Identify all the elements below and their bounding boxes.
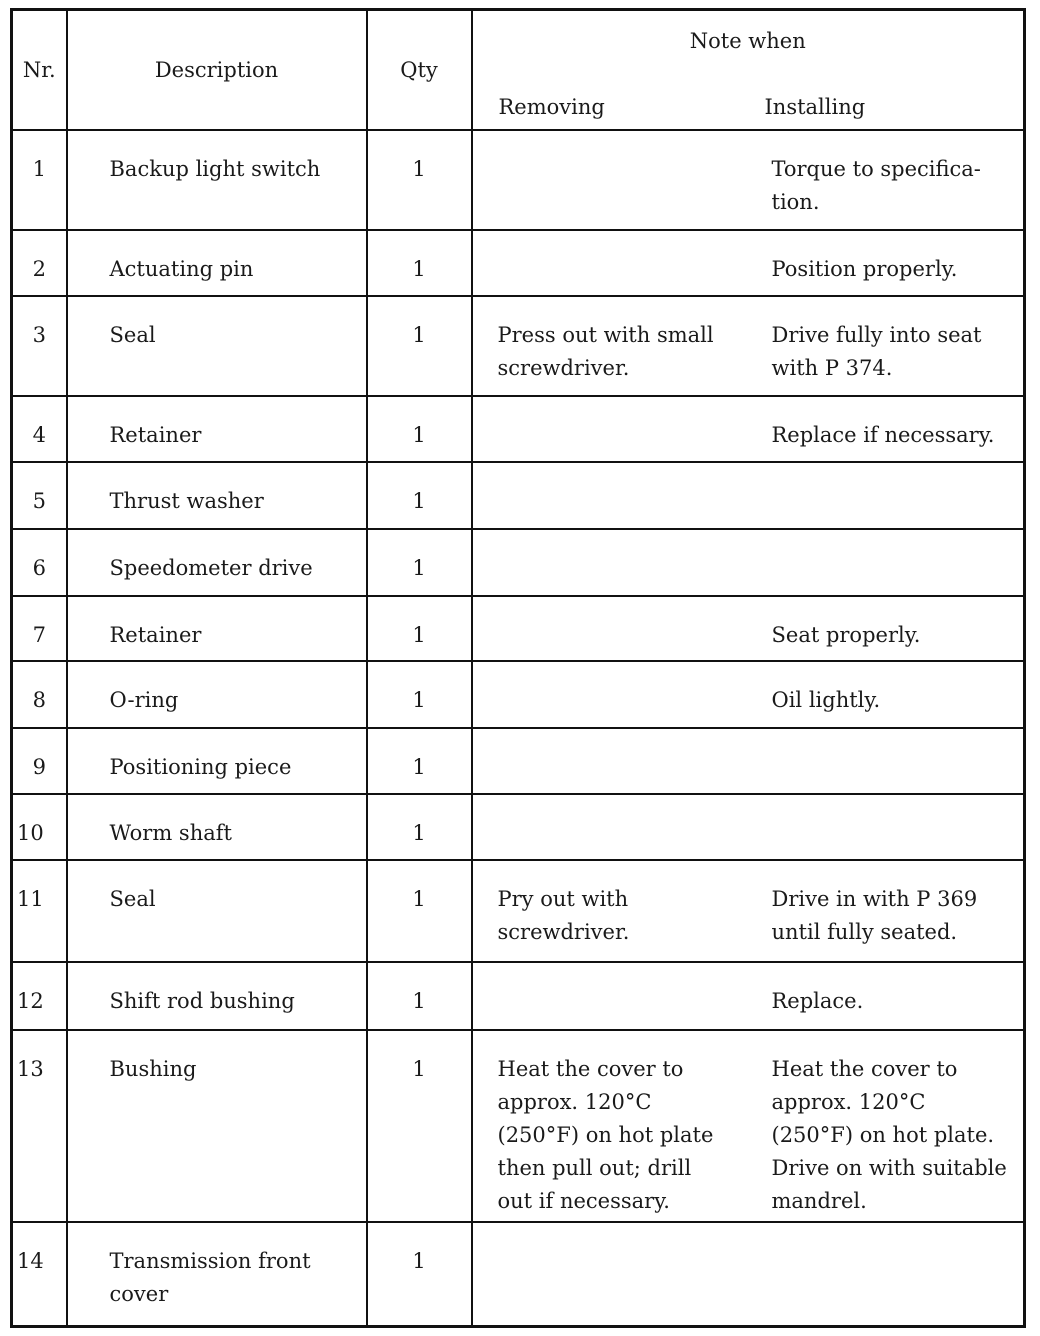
row-qty-cell (367, 130, 472, 230)
row-description-cell (67, 661, 367, 728)
row-nr: 1 (32, 157, 46, 181)
row-installing-note-cell (742, 529, 1025, 596)
row-installing-note-cell (742, 860, 1025, 962)
row-qty-cell (367, 1222, 472, 1326)
row-nr-cell (12, 1222, 67, 1326)
row-description: Retainer (109, 623, 202, 647)
header-nr: Nr. (12, 10, 67, 131)
row-removing-note-cell (472, 529, 742, 596)
row-nr: 6 (32, 556, 46, 580)
row-installing-note-cell (742, 728, 1025, 794)
row-qty: 1 (412, 623, 426, 647)
row-installing-note-cell (742, 661, 1025, 728)
table-row (12, 596, 1025, 661)
row-installing-note-cell (742, 1030, 1025, 1222)
row-description-cell (67, 1222, 367, 1326)
row-nr-cell (12, 794, 67, 860)
row-description-cell (67, 962, 367, 1030)
row-qty: 1 (412, 688, 426, 712)
table-row (12, 661, 1025, 728)
row-installing-note: Drive in with P 369 until fully seated. (771, 887, 978, 944)
row-nr-cell (12, 529, 67, 596)
row-qty: 1 (412, 423, 426, 447)
row-nr: 4 (32, 423, 46, 447)
row-nr: 11 (17, 887, 44, 911)
row-qty-cell (367, 794, 472, 860)
row-removing-note-cell (472, 794, 742, 860)
row-nr-cell (12, 130, 67, 230)
row-nr-cell (12, 230, 67, 296)
row-installing-note: Drive fully into seat with P 374. (771, 323, 982, 380)
row-description: Worm shaft (109, 821, 232, 845)
table-body (12, 130, 1025, 1326)
row-qty-cell (367, 296, 472, 396)
row-installing-note: Torque to specifica- tion. (771, 157, 981, 214)
row-nr: 10 (17, 821, 44, 845)
row-installing-note-cell (742, 596, 1025, 661)
row-description-cell (67, 230, 367, 296)
row-nr-cell (12, 728, 67, 794)
row-removing-note: Heat the cover to approx. 120°C (250°F) on hot plate then pull out; drill out if necessary. (497, 1057, 714, 1213)
row-installing-note: Replace. (771, 989, 864, 1013)
row-removing-note-cell (472, 1222, 742, 1326)
row-nr-cell (12, 462, 67, 529)
row-installing-note-cell (742, 962, 1025, 1030)
row-nr-cell (12, 296, 67, 396)
row-description-cell (67, 794, 367, 860)
row-qty: 1 (412, 323, 426, 347)
row-description: Thrust washer (109, 489, 264, 513)
row-qty: 1 (412, 157, 426, 181)
row-qty: 1 (412, 755, 426, 779)
row-installing-note: Position properly. (771, 257, 958, 281)
row-removing-note-cell (472, 396, 742, 462)
row-nr-cell (12, 860, 67, 962)
table-row (12, 962, 1025, 1030)
header-qty: Qty (367, 10, 472, 131)
table-row (12, 1030, 1025, 1222)
row-nr: 12 (17, 989, 44, 1013)
row-qty: 1 (412, 887, 426, 911)
row-installing-note-cell (742, 1222, 1025, 1326)
table-row (12, 130, 1025, 230)
row-qty-cell (367, 230, 472, 296)
row-nr: 8 (32, 688, 46, 712)
header-installing: Installing (764, 95, 866, 119)
row-nr: 2 (32, 257, 46, 281)
row-description-cell (67, 1030, 367, 1222)
row-nr: 3 (32, 323, 46, 347)
row-description-cell (67, 130, 367, 230)
table-row (12, 296, 1025, 396)
row-installing-note: Oil lightly. (771, 688, 881, 712)
row-qty-cell (367, 596, 472, 661)
row-nr-cell (12, 661, 67, 728)
header-removing: Removing (498, 95, 605, 119)
row-description: Seal (109, 323, 156, 347)
row-qty: 1 (412, 257, 426, 281)
row-qty-cell (367, 962, 472, 1030)
table-row (12, 728, 1025, 794)
row-installing-note-cell (742, 794, 1025, 860)
row-removing-note-cell (472, 962, 742, 1030)
row-description: Retainer (109, 423, 202, 447)
row-removing-note-cell (472, 230, 742, 296)
row-installing-note-cell (742, 230, 1025, 296)
row-description-cell (67, 596, 367, 661)
row-nr: 14 (17, 1249, 44, 1273)
row-description: Shift rod bushing (109, 989, 295, 1013)
row-installing-note: Seat properly. (771, 623, 921, 647)
row-removing-note-cell (472, 462, 742, 529)
row-qty-cell (367, 661, 472, 728)
row-qty-cell (367, 860, 472, 962)
row-nr: 7 (32, 623, 46, 647)
row-nr: 9 (32, 755, 46, 779)
row-qty-cell (367, 396, 472, 462)
row-removing-note: Pry out with screwdriver. (497, 887, 630, 944)
row-qty: 1 (412, 489, 426, 513)
row-description: Speedometer drive (109, 556, 313, 580)
row-qty-cell (367, 728, 472, 794)
row-qty: 1 (412, 989, 426, 1013)
row-qty-cell (367, 1030, 472, 1222)
row-description-cell (67, 728, 367, 794)
row-installing-note-cell (742, 462, 1025, 529)
table-row (12, 462, 1025, 529)
row-description: Transmission front cover (109, 1249, 311, 1306)
header-description: Description (67, 10, 367, 131)
table-row (12, 230, 1025, 296)
row-description: Bushing (109, 1057, 197, 1081)
table-row (12, 396, 1025, 462)
row-description-cell (67, 860, 367, 962)
row-description: O-ring (109, 688, 179, 712)
table-row (12, 1222, 1025, 1326)
row-description: Actuating pin (109, 257, 254, 281)
table-row (12, 860, 1025, 962)
row-nr-cell (12, 396, 67, 462)
parts-table-sheet (10, 8, 1023, 1328)
row-description-cell (67, 529, 367, 596)
row-nr: 13 (17, 1057, 44, 1081)
row-removing-note-cell (472, 1030, 742, 1222)
row-removing-note-cell (472, 296, 742, 396)
row-removing-note-cell (472, 596, 742, 661)
row-description-cell (67, 462, 367, 529)
table-row (12, 529, 1025, 596)
row-description-cell (67, 396, 367, 462)
row-installing-note: Heat the cover to approx. 120°C (250°F) on hot plate. Drive on with suitable mandrel. (771, 1057, 1007, 1213)
parts-table (10, 8, 1026, 1328)
header-row (12, 10, 1025, 131)
header-note-when: Note when (689, 29, 806, 53)
row-installing-note: Replace if necessary. (771, 423, 995, 447)
row-removing-note-cell (472, 860, 742, 962)
row-nr-cell (12, 1030, 67, 1222)
row-description: Seal (109, 887, 156, 911)
row-description: Backup light switch (109, 157, 321, 181)
row-removing-note-cell (472, 728, 742, 794)
row-qty-cell (367, 529, 472, 596)
row-qty: 1 (412, 821, 426, 845)
row-qty: 1 (412, 556, 426, 580)
row-removing-note: Press out with small screwdriver. (497, 323, 714, 380)
header-note-when-group (472, 10, 1025, 131)
row-nr-cell (12, 596, 67, 661)
row-nr: 5 (32, 489, 46, 513)
row-description: Positioning piece (109, 755, 292, 779)
row-qty: 1 (412, 1249, 426, 1273)
row-installing-note-cell (742, 130, 1025, 230)
row-installing-note-cell (742, 396, 1025, 462)
row-removing-note-cell (472, 661, 742, 728)
row-qty-cell (367, 462, 472, 529)
row-removing-note-cell (472, 130, 742, 230)
row-description-cell (67, 296, 367, 396)
table-row (12, 794, 1025, 860)
row-nr-cell (12, 962, 67, 1030)
row-installing-note-cell (742, 296, 1025, 396)
row-qty: 1 (412, 1057, 426, 1081)
